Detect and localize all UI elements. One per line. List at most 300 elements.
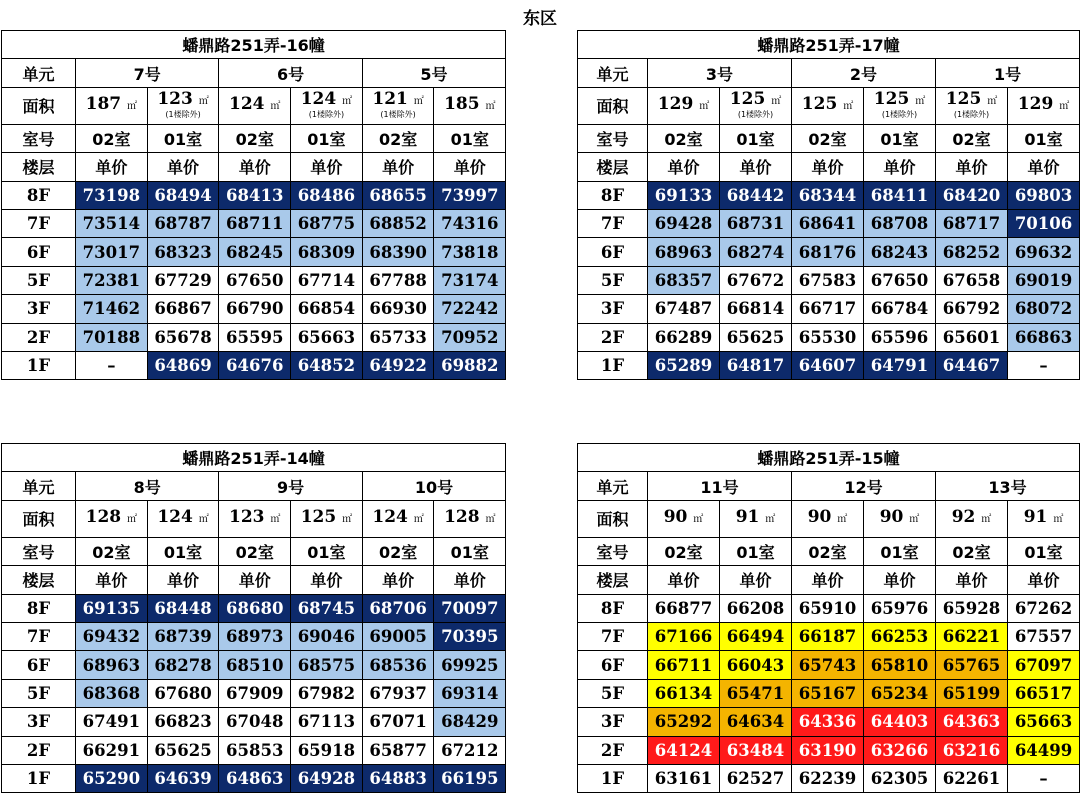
price-cell: 66517 — [1008, 679, 1080, 707]
area-unit: ㎡ — [843, 101, 854, 113]
price-cell: 67729 — [147, 266, 219, 294]
price-cell: 64607 — [792, 351, 864, 379]
area-unit: ㎡ — [915, 96, 926, 108]
area-unit: ㎡ — [987, 96, 998, 108]
floor-cell: 3F — [2, 708, 76, 736]
room-number: 02室 — [219, 537, 291, 565]
price-cell: 64363 — [936, 708, 1008, 736]
price-cell: 68494 — [147, 181, 219, 209]
price-cell: 64928 — [291, 764, 363, 792]
area-value — [936, 87, 1008, 124]
price-cell: 65625 — [720, 323, 792, 351]
area-note: (1楼除外) — [737, 110, 774, 120]
price-cell: 64676 — [219, 351, 291, 379]
area-value — [864, 87, 936, 124]
price-cell: 69882 — [434, 351, 506, 379]
price-header-row — [578, 153, 1080, 181]
price-cell: 64403 — [864, 708, 936, 736]
area-number: 124 — [300, 89, 337, 110]
area-number: 91 — [1023, 507, 1048, 528]
price-cell: 68745 — [291, 594, 363, 622]
price-cell: 69803 — [1008, 181, 1080, 209]
price-cell: 69314 — [434, 679, 506, 707]
price-cell: 63484 — [720, 736, 792, 764]
unit-number: 1号 — [936, 59, 1080, 87]
price-cell: 65877 — [362, 736, 434, 764]
area-number: 124 — [372, 507, 408, 528]
price-cell: 66494 — [720, 622, 792, 650]
area-main — [363, 509, 434, 528]
price-cell: 66717 — [792, 295, 864, 323]
table-row — [2, 651, 506, 679]
price-cell: 69046 — [291, 622, 363, 650]
building-table-2 — [1, 443, 506, 793]
area-value — [219, 500, 291, 537]
area-main — [936, 91, 1007, 110]
price-cell: 65167 — [792, 679, 864, 707]
price-cell: 72381 — [76, 266, 148, 294]
price-cell: 64634 — [720, 708, 792, 736]
price-cell: 68309 — [291, 238, 363, 266]
price-cell: 66823 — [147, 708, 219, 736]
floor-cell: 3F — [2, 295, 76, 323]
price-cell: 66877 — [648, 594, 720, 622]
price-header-row — [2, 153, 506, 181]
area-main — [864, 91, 935, 110]
price-cell: 68368 — [76, 679, 148, 707]
room-row — [578, 537, 1080, 565]
price-cell: 68655 — [362, 181, 434, 209]
area-value — [434, 500, 506, 537]
floor-cell: 1F — [2, 351, 76, 379]
price-cell: 62239 — [792, 764, 864, 792]
room-number: 01室 — [720, 537, 792, 565]
room-number: 02室 — [792, 124, 864, 152]
area-number: 125 — [729, 89, 766, 110]
page-title: 东区 — [523, 9, 557, 29]
area-value — [362, 500, 434, 537]
price-cell: 68323 — [147, 238, 219, 266]
price-cell: 64336 — [792, 708, 864, 736]
price-cell: 68072 — [1008, 295, 1080, 323]
floor-cell: 7F — [2, 622, 76, 650]
price-cell: 66291 — [76, 736, 148, 764]
price-cell: 69925 — [434, 651, 506, 679]
table-row — [578, 266, 1080, 294]
area-number: 90 — [663, 507, 688, 528]
room-label: 室号 — [578, 124, 648, 152]
floor-label: 楼层 — [2, 153, 76, 181]
area-main — [219, 96, 290, 115]
area-unit: ㎡ — [413, 96, 424, 108]
area-number: 125 — [801, 94, 838, 115]
area-value — [792, 87, 864, 124]
price-cell: 68963 — [648, 238, 720, 266]
price-cell: 66792 — [936, 295, 1008, 323]
area-unit: ㎡ — [771, 96, 782, 108]
area-value — [864, 500, 936, 537]
unit-row — [578, 59, 1080, 87]
room-number: 02室 — [936, 537, 1008, 565]
unit-number: 6号 — [219, 59, 362, 87]
area-number: 90 — [879, 507, 904, 528]
area-label: 面积 — [578, 500, 648, 537]
price-header: 单价 — [864, 566, 936, 594]
floor-cell: 2F — [2, 736, 76, 764]
price-cell: – — [76, 351, 148, 379]
price-cell: 66867 — [147, 295, 219, 323]
table-row — [578, 594, 1080, 622]
price-cell: 68448 — [147, 594, 219, 622]
building-table-1 — [577, 30, 1080, 380]
area-number: 129 — [657, 94, 694, 115]
price-cell: 62261 — [936, 764, 1008, 792]
price-cell: 68775 — [291, 209, 363, 237]
price-cell: 68787 — [147, 209, 219, 237]
table-row — [578, 295, 1080, 323]
unit-row — [578, 472, 1080, 500]
area-value — [362, 87, 434, 124]
price-cell: 64791 — [864, 351, 936, 379]
room-row — [2, 537, 506, 565]
price-cell: 67166 — [648, 622, 720, 650]
price-header-row — [578, 566, 1080, 594]
price-cell: 67212 — [434, 736, 506, 764]
price-cell: 64467 — [936, 351, 1008, 379]
area-main — [648, 96, 719, 115]
area-main — [76, 509, 147, 528]
price-cell: 71462 — [76, 295, 148, 323]
price-cell: 65471 — [720, 679, 792, 707]
area-main — [1008, 96, 1079, 115]
price-cell: 65290 — [76, 764, 148, 792]
price-cell: 73174 — [434, 266, 506, 294]
area-unit: ㎡ — [127, 101, 138, 113]
price-cell: 66711 — [648, 651, 720, 679]
price-cell: 68429 — [434, 708, 506, 736]
price-cell: 68680 — [219, 594, 291, 622]
price-cell: 66043 — [720, 651, 792, 679]
price-cell: 66208 — [720, 594, 792, 622]
room-number: 02室 — [219, 124, 291, 152]
table-row — [2, 266, 506, 294]
floor-cell: 5F — [2, 679, 76, 707]
price-header: 单价 — [291, 153, 363, 181]
table-row — [578, 764, 1080, 792]
price-header: 单价 — [1008, 153, 1080, 181]
price-cell: 69133 — [648, 181, 720, 209]
price-header: 单价 — [648, 153, 720, 181]
area-unit: ㎡ — [837, 514, 848, 526]
area-unit: ㎡ — [413, 514, 424, 526]
price-cell: 67650 — [219, 266, 291, 294]
price-cell: 68575 — [291, 651, 363, 679]
floor-cell: 8F — [578, 181, 648, 209]
price-cell: 65910 — [792, 594, 864, 622]
area-number: 187 — [85, 94, 122, 115]
building-title: 蟠鼎路251弄-16幢 — [2, 31, 506, 59]
price-cell: 64124 — [648, 736, 720, 764]
price-cell: 73514 — [76, 209, 148, 237]
floor-cell: 5F — [578, 266, 648, 294]
room-number: 01室 — [720, 124, 792, 152]
area-main — [792, 96, 863, 115]
building-title: 蟠鼎路251弄-15幢 — [578, 444, 1080, 472]
area-value — [648, 87, 720, 124]
price-cell: 68357 — [648, 266, 720, 294]
room-number: 02室 — [648, 124, 720, 152]
area-main — [648, 509, 719, 528]
floor-cell: 5F — [2, 266, 76, 294]
table-row — [2, 351, 506, 379]
price-cell: 68274 — [720, 238, 792, 266]
price-cell: 63161 — [648, 764, 720, 792]
price-cell: 66221 — [936, 622, 1008, 650]
area-main — [291, 509, 362, 528]
unit-label: 单元 — [2, 472, 76, 500]
table-row — [2, 736, 506, 764]
price-cell: 68344 — [792, 181, 864, 209]
price-cell: 72242 — [434, 295, 506, 323]
price-cell: 63266 — [864, 736, 936, 764]
room-number: 02室 — [362, 124, 434, 152]
price-cell: 65292 — [648, 708, 720, 736]
unit-number: 11号 — [648, 472, 792, 500]
price-header: 单价 — [147, 153, 219, 181]
price-cell: 68176 — [792, 238, 864, 266]
price-cell: 70106 — [1008, 209, 1080, 237]
room-number: 01室 — [864, 537, 936, 565]
room-number: 01室 — [147, 537, 219, 565]
price-cell: 65234 — [864, 679, 936, 707]
table-row — [2, 708, 506, 736]
floor-cell: 1F — [578, 351, 648, 379]
area-value — [147, 87, 219, 124]
price-cell: 65928 — [936, 594, 1008, 622]
area-unit: ㎡ — [909, 514, 920, 526]
room-number: 01室 — [291, 537, 363, 565]
area-unit: ㎡ — [270, 101, 281, 113]
price-cell: 67583 — [792, 266, 864, 294]
floor-cell: 2F — [2, 323, 76, 351]
price-cell: 68252 — [936, 238, 1008, 266]
area-number: 128 — [444, 507, 480, 528]
table-row — [2, 238, 506, 266]
price-cell: 69428 — [648, 209, 720, 237]
room-number: 02室 — [648, 537, 720, 565]
price-cell: 68442 — [720, 181, 792, 209]
price-cell: 73017 — [76, 238, 148, 266]
price-cell: 65853 — [219, 736, 291, 764]
price-cell: 67097 — [1008, 651, 1080, 679]
price-cell: 69632 — [1008, 238, 1080, 266]
area-unit: ㎡ — [127, 514, 138, 526]
table-row — [2, 764, 506, 792]
area-note: (1楼除外) — [165, 110, 201, 120]
area-main — [1008, 509, 1079, 528]
price-cell: 70952 — [434, 323, 506, 351]
area-row — [2, 87, 506, 124]
area-number: 90 — [807, 507, 832, 528]
price-cell: 65733 — [362, 323, 434, 351]
table-row — [578, 238, 1080, 266]
price-cell: 66854 — [291, 295, 363, 323]
area-value — [76, 500, 148, 537]
price-cell: 67680 — [147, 679, 219, 707]
price-cell: 69005 — [362, 622, 434, 650]
room-number: 02室 — [792, 537, 864, 565]
area-note: (1楼除外) — [380, 110, 416, 120]
table-row — [578, 679, 1080, 707]
floor-cell: 8F — [2, 594, 76, 622]
room-number: 02室 — [936, 124, 1008, 152]
area-row — [578, 87, 1080, 124]
area-value — [76, 87, 148, 124]
room-label: 室号 — [2, 124, 76, 152]
area-value — [1008, 500, 1080, 537]
building-title-row — [578, 31, 1080, 59]
area-number: 129 — [1017, 94, 1054, 115]
room-label: 室号 — [578, 537, 648, 565]
price-cell: 66253 — [864, 622, 936, 650]
area-main — [148, 509, 219, 528]
area-number: 121 — [372, 89, 408, 110]
price-cell: 68245 — [219, 238, 291, 266]
area-main — [936, 509, 1007, 528]
room-row — [578, 124, 1080, 152]
price-cell: 67672 — [720, 266, 792, 294]
price-header: 单价 — [648, 566, 720, 594]
floor-label: 楼层 — [578, 566, 648, 594]
price-cell: 67937 — [362, 679, 434, 707]
price-cell: 62527 — [720, 764, 792, 792]
area-main — [219, 509, 290, 528]
price-header: 单价 — [792, 153, 864, 181]
floor-cell: 2F — [578, 736, 648, 764]
price-cell: 67071 — [362, 708, 434, 736]
price-cell: 67487 — [648, 295, 720, 323]
price-cell: 73198 — [76, 181, 148, 209]
room-number: 02室 — [362, 537, 434, 565]
price-cell: 64863 — [219, 764, 291, 792]
price-cell: 67658 — [936, 266, 1008, 294]
price-cell: 65765 — [936, 651, 1008, 679]
price-header: 单价 — [936, 566, 1008, 594]
area-main — [291, 91, 362, 110]
price-cell: 67557 — [1008, 622, 1080, 650]
price-header: 单价 — [219, 566, 291, 594]
price-cell: 65625 — [147, 736, 219, 764]
price-cell: 66134 — [648, 679, 720, 707]
price-cell: – — [1008, 764, 1080, 792]
area-label: 面积 — [578, 87, 648, 124]
area-unit: ㎡ — [198, 514, 209, 526]
price-header: 单价 — [219, 153, 291, 181]
price-cell: 65810 — [864, 651, 936, 679]
area-main — [363, 91, 434, 110]
price-header-row — [2, 566, 506, 594]
price-cell: 68711 — [219, 209, 291, 237]
price-cell: 66195 — [434, 764, 506, 792]
price-cell: 66863 — [1008, 323, 1080, 351]
table-row — [2, 594, 506, 622]
price-cell: 74316 — [434, 209, 506, 237]
table-row — [578, 209, 1080, 237]
unit-row — [2, 59, 506, 87]
price-cell: 66289 — [648, 323, 720, 351]
area-value — [434, 87, 506, 124]
area-unit: ㎡ — [1053, 514, 1064, 526]
area-unit: ㎡ — [699, 101, 710, 113]
building-table-3 — [577, 443, 1080, 793]
price-header: 单价 — [434, 566, 506, 594]
unit-row — [2, 472, 506, 500]
price-cell: 67113 — [291, 708, 363, 736]
price-header: 单价 — [936, 153, 1008, 181]
table-row — [2, 679, 506, 707]
building-title: 蟠鼎路251弄-14幢 — [2, 444, 506, 472]
price-cell: 65530 — [792, 323, 864, 351]
price-cell: 68411 — [864, 181, 936, 209]
floor-cell: 7F — [578, 622, 648, 650]
price-cell: 69432 — [76, 622, 148, 650]
table-row — [2, 323, 506, 351]
area-note: (1楼除外) — [953, 110, 990, 120]
room-number: 01室 — [434, 537, 506, 565]
price-cell: 69135 — [76, 594, 148, 622]
price-cell: 68852 — [362, 209, 434, 237]
area-number: 124 — [229, 94, 265, 115]
floor-cell: 8F — [2, 181, 76, 209]
floor-label: 楼层 — [578, 153, 648, 181]
area-number: 125 — [873, 89, 910, 110]
price-cell: 67982 — [291, 679, 363, 707]
price-cell: 64883 — [362, 764, 434, 792]
price-cell: 66790 — [219, 295, 291, 323]
building-title-row — [578, 444, 1080, 472]
unit-number: 13号 — [936, 472, 1080, 500]
floor-cell: 5F — [578, 679, 648, 707]
price-cell: 68706 — [362, 594, 434, 622]
price-header: 单价 — [362, 566, 434, 594]
room-label: 室号 — [2, 537, 76, 565]
area-label: 面积 — [2, 500, 76, 537]
price-header: 单价 — [76, 153, 148, 181]
price-cell: 66784 — [864, 295, 936, 323]
building-title: 蟠鼎路251弄-17幢 — [578, 31, 1080, 59]
unit-number: 12号 — [792, 472, 936, 500]
price-cell: 64499 — [1008, 736, 1080, 764]
area-unit: ㎡ — [485, 101, 496, 113]
price-cell: 68739 — [147, 622, 219, 650]
area-main — [720, 91, 791, 110]
area-number: 125 — [945, 89, 982, 110]
room-number: 02室 — [76, 537, 148, 565]
price-cell: 70188 — [76, 323, 148, 351]
price-cell: 66930 — [362, 295, 434, 323]
table-row — [578, 181, 1080, 209]
floor-cell: 1F — [2, 764, 76, 792]
room-number: 01室 — [147, 124, 219, 152]
price-cell: 65595 — [219, 323, 291, 351]
area-row — [2, 500, 506, 537]
area-number: 123 — [229, 507, 265, 528]
price-cell: 68536 — [362, 651, 434, 679]
price-cell: 68420 — [936, 181, 1008, 209]
table-row — [578, 351, 1080, 379]
price-header: 单价 — [362, 153, 434, 181]
price-header: 单价 — [720, 153, 792, 181]
